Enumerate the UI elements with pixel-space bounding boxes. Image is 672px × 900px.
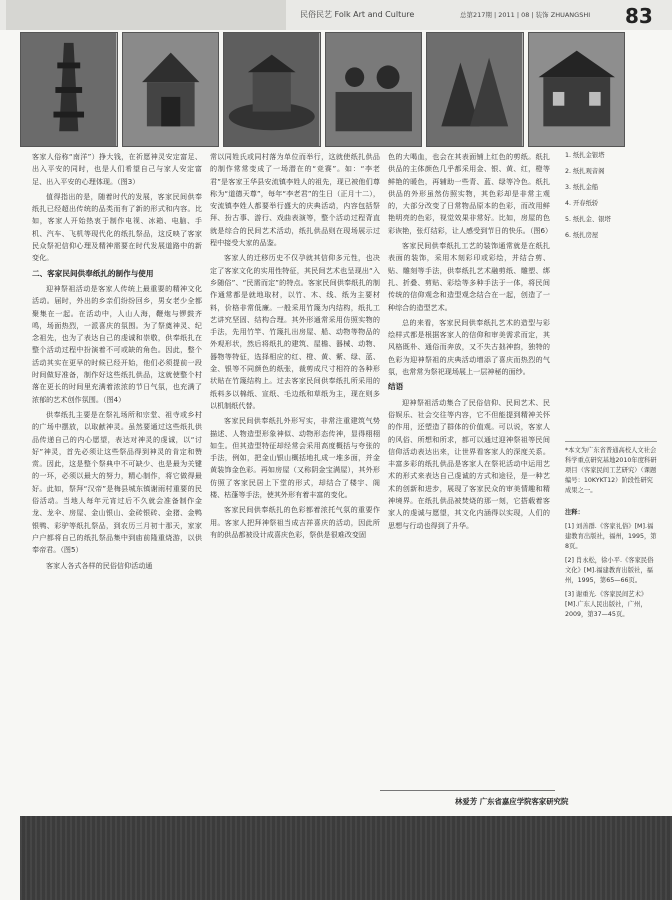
funding-note: *本文为广东省普通高校人文社会科学重点研究基地2010年度科研项目（客家民间工艺研究）（课题编号：10KYKT12）阶段性研究成果之一。 bbox=[565, 441, 657, 496]
page-header bbox=[0, 0, 672, 30]
paragraph: 常以同姓氏或同村落为单位而举行，这就使纸扎供品的制作常常变成了一场潜在的“竞赛”。如：“李老君”是客家王华县安流镇李姓人的祖先，现已被他们尊称为“道德天尊”，每年“李老君”的生日（正月十二），安流镇李姓人都要举行盛大的庆典活动，内容包括祭拜、扮古事、游行、戏曲表演等，整个活动过程背直就是综合的民间艺术活动，纸扎供品则在现场展示过程中接受大家的品鉴。 bbox=[210, 152, 380, 248]
reference-item: [2] 肖永松，徐小平.《客家民俗文化》[M].福建教育出版社，福州，1995，第65—66页。 bbox=[565, 557, 654, 584]
author-divider bbox=[380, 790, 555, 791]
caption-3: 3. 纸扎金船 bbox=[565, 184, 599, 191]
photo-1 bbox=[20, 32, 118, 147]
photo-2 bbox=[122, 32, 220, 147]
paragraph: 客家人各式各样的民俗信仰活动通 bbox=[46, 560, 153, 570]
column-3 bbox=[388, 151, 553, 535]
issue-info: 总第217期 | 2011 | 08 | 装饰 ZHUANGSHI bbox=[460, 11, 591, 19]
caption-1: 1. 纸扎金银塔 bbox=[565, 152, 605, 159]
paragraph: 供奉纸扎主要是在祭礼场所和宗堂、祖寺或乡村的广场中摆放，以取献神灵。虽然要通过这些纸扎供品传递自己的内心愿望，表达对神灵的虔诚，以“讨好”神灵，首先必须让这些祭品得到神灵的肯定和赞赏。因此，这是整个祭典中不可缺少、也是最为关键的一环，必须以最大的努力，精心制作，将它做得最好。此如，祭拜“汉帝”是梅县城东镇谢雨村重要的民俗活动。当地人每年元宵过后不久就会准备制作金龙、龙伞、房屋、金山银山、金砖银砖、金猪、金鸭银鸭、彩驴等纸扎祭品，到农历三月初十那天，家家户户都将自己的纸扎祭品集中到庙前隆重烧游，以供奉帝君。（图5） bbox=[32, 409, 202, 555]
paragraph: 总的来看，客家民间供奉纸扎艺术的造型与彩绘样式都是根据客家人的信仰和审美需求而定，其风格既朴、通俗而奔放，又不失古拙神韵，独特的色彩为迎神祭祖的庆典活动增添了喜庆而热烈的气氛，也常常为祭祀现场展上一层神秘的面纱。 bbox=[388, 317, 550, 377]
journal-title: 民俗民艺 Folk Art and Culture bbox=[300, 10, 415, 19]
references-title: 注释： bbox=[565, 509, 584, 516]
sidebar bbox=[565, 151, 657, 620]
paragraph: 客家民间供奉纸扎工艺的装饰通常就是在纸扎表面的装饰，采用木刻彩印或彩绘，并结合剪、贴、雕刻等手法，供奉纸扎艺术融剪纸、雕塑、绑扎、折叠、剪贴、彩绘等多种手法于一体，将民间传统的信仰观念和造型观念结合在一起，创造了一种综合的造型艺术。 bbox=[388, 241, 550, 312]
photo-5 bbox=[426, 32, 524, 147]
section-heading: 二、客家民间供奉纸扎的制作与使用 bbox=[32, 268, 154, 278]
paragraph: 客家民间供奉纸扎外形写实，非常注重建筑气势描述、人物造型形象神似、动物形态传神，显得栩栩如生。但其造型特征却经常会采用高度概括与夸张的手法，例如，把金山银山概括地扎成一堆多面，并金黄装饰金色彩。再如房屋（又称阴金宝满屋），其外形仿照了客家民居上下堂的形式，却结合了楼宇、阁楼、枯蓬等手法，使其外形有着丰富的变化。 bbox=[210, 416, 380, 500]
caption-2: 2. 纸扎观音阁 bbox=[565, 168, 605, 175]
column-2 bbox=[210, 151, 380, 544]
bottom-photo bbox=[20, 816, 672, 900]
photo-3 bbox=[223, 32, 321, 147]
paragraph: 迎神祭祖活动集合了民俗信仰、民间艺术、民俗娱乐、社会交往等内容，它不但能提到精神关怀的作用，还塑造了群体的价值观。可以说，客家人的风俗、所想和所求，都可以通过迎神祭祖等民间信仰活动表达出来，让世界看客家人的深度关系。丰富多彩的纸扎供品是客家人在祭祀活动中运用艺术的形式来表达自己虔诚的方式和途径，是一种艺术的创新和进步，展现了客家民众的审美情趣和精神境界。在纸扎供品被焚烧的那一刻，它搭载着客家人的虔诚与愿望，其文化内涵得以实现，人们的思想与行动也得到了升华。 bbox=[388, 397, 550, 530]
author-byline: 林爱芳 广东省嘉应学院客家研究院 bbox=[455, 797, 569, 806]
photo-strip bbox=[20, 32, 625, 147]
caption-5: 5. 纸扎金、银塔 bbox=[565, 216, 611, 223]
photo-4 bbox=[325, 32, 423, 147]
paragraph: 迎神祭祖活动是客家人传统上最重要的精神文化活动。届时，外出的乡亲们纷纷回乡，男女老少全都聚集在一起。在活动中，人山人海，鞭炮与锣鼓齐鸣，场面热烈，一派喜庆的氛围。为了祭奠神灵、纪念祖先，也为了表达自己的虔诚和崇敬，供奉纸扎在整个活动过程中扮演着不可或缺的角色。因此，整个活动其实在更早的时候已经开始，他们必须提前一段时间做好准备，制作好这些纸扎供品，这就使整个村落在更长的时间里充满着浓浓的节日气氛，也充满了浓郁的艺术创作氛围。（图4） bbox=[32, 283, 202, 404]
paragraph: 客家人俗称“南洋”）挣大钱，在祈愿神灵安定富足、出入平安的同时，也是人们希望自己与家人安定富足、出入平安的心理体现。（图3） bbox=[32, 152, 202, 186]
paragraph: 客家人的迁移历史不仅孕就其信仰多元性，也决定了客家文化的实用性特征，其民间艺术也呈现出“入乡随俗”、“民需而定”的特点。客家民间供奉纸扎的制作通常都是就地取材，以竹、木、线、纸为主要材料，价格非常低廉。一般采用竹篾为内结构，纸扎工艺讲究坚固、结构合理。其外形通常采用仿照实物的手法，先用竹竿、竹篾扎出房屋、船、动物等物品的外观形状，然后将纸扎的建筑、屋檐、器械、动物、器物等特征，选择相应的红、橙、黄、紫、绿、蓝、金、银等不同颜色的纸张，裁剪成尺寸相符的各种形状贴在竹篾结构上。过去客家民间供奉纸扎所采用的纸料多以棉纸、宣纸、毛边纸和草纸为主，现在则多以机制纸代替。 bbox=[210, 253, 380, 410]
conclusion-heading: 结语 bbox=[388, 382, 404, 392]
paragraph: 色的大喝血，也会在其表面铺上红色的剪纸。纸扎供品的主体颜色几乎都采用金、银、黄、红，橙等鲜艳的暖色，再辅助一些青、蓝、绿等冷色。纸扎供品的外形虽然仿照实物，其色彩却是非常主观的，大部分改变了日常物品原本的色彩，而改用鲜艳明亮的色彩，视觉效果非常好。比如，房屋的色彩诙艳，张灯结彩，让人感受到节日的快乐。（图6） bbox=[388, 152, 553, 235]
caption-4: 4. 开春纸轿 bbox=[565, 200, 599, 207]
photo-6 bbox=[528, 32, 626, 147]
header-image-band bbox=[6, 0, 286, 30]
caption-6: 6. 纸扎房屋 bbox=[565, 232, 599, 239]
page-number: 83 bbox=[625, 4, 653, 28]
reference-item: [3] 谢重光.《客家民间艺术》[M].广东人民出版社，广州，2009，第37—45页。 bbox=[565, 591, 648, 618]
paragraph: 值得指出的是，随着时代的发展，客家民间供奉纸扎已经超出传统的品类而有了新的形式和内容。比如，客家人开始热衷于制作电视、冰箱、电脑、手机、汽车、飞机等现代化的纸扎祭品，这反映了客家民众祭祀信仰心理及精神需要在时代发展道路中的新变化。 bbox=[32, 191, 202, 263]
reference-item: [1] 刘善群.《客家礼俗》[M].福建教育出版社，福州，1995，第8页。 bbox=[565, 523, 657, 550]
column-1 bbox=[32, 151, 202, 575]
paragraph: 客家民间供奉纸扎的色彩都着浓托气氛的重要作用。客家人把拜神祭祖当成吉祥喜庆的活动，因此所有的供品都被设计成喜庆色彩，祭供是很难改变固 bbox=[210, 505, 380, 539]
